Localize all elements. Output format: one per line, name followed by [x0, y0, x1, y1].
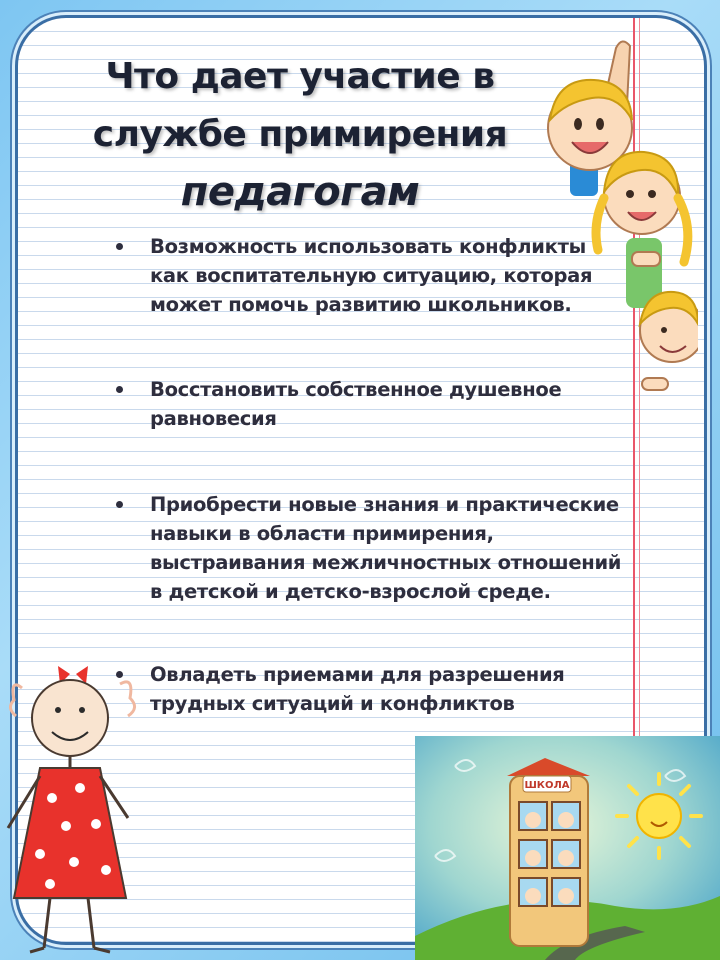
school-illustration	[415, 736, 720, 960]
title-line-1: Что дает участие в	[105, 56, 495, 97]
peeking-kids-illustration	[538, 28, 698, 408]
page-title	[40, 48, 560, 220]
list-item: Возможность использовать конфликты как воспитательную ситуацию, которая может помочь развитию школьников.	[110, 232, 630, 319]
list-item: Овладеть приемами для разрешения трудных ситуаций и конфликтов	[110, 660, 630, 718]
list-item: Приобрести новые знания и практические навыки в области примирения, выстраивания межличностных отношений в детской и детско-взрослой среде.	[110, 490, 630, 606]
list-item: Восстановить собственное душевное равновесия	[110, 375, 630, 433]
girl-illustration	[0, 648, 160, 960]
school-sign: ШКОЛА	[524, 780, 570, 791]
title-line-2: службе примирения	[92, 114, 508, 155]
title-line-3: педагогам	[180, 169, 420, 215]
